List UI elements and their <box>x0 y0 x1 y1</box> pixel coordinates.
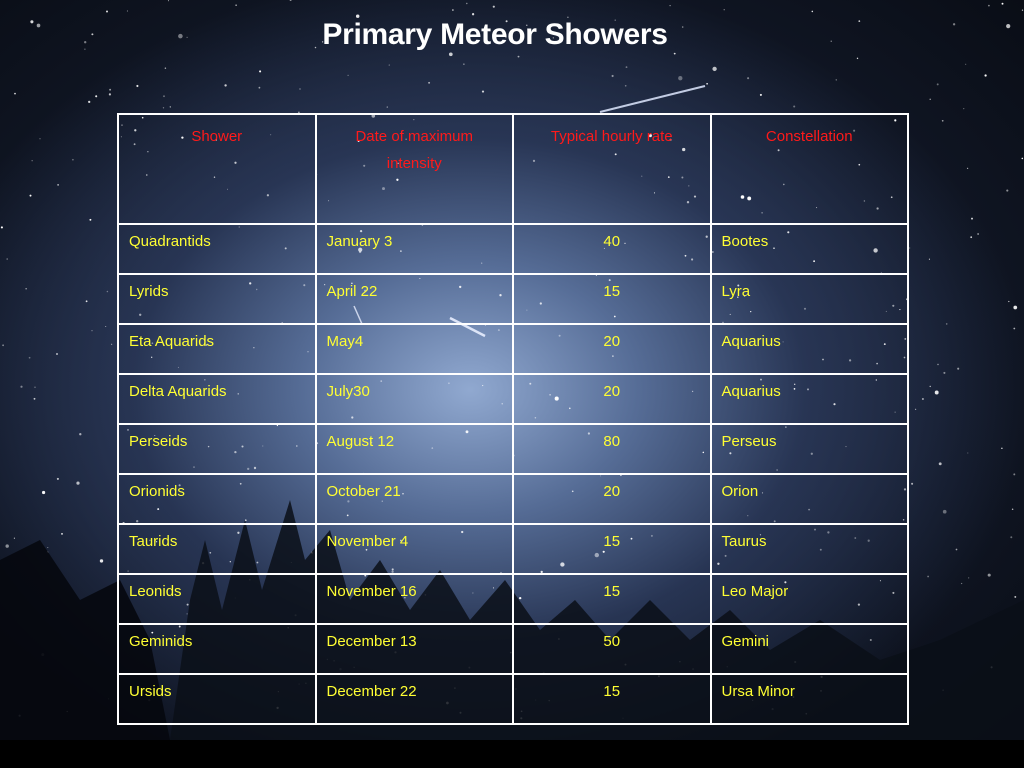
cell-shower: Quadrantids <box>118 224 316 274</box>
cell-constellation: Bootes <box>711 224 909 274</box>
cell-rate: 15 <box>513 574 711 624</box>
bottom-band <box>0 740 1024 768</box>
cell-rate: 80 <box>513 424 711 474</box>
cell-constellation: Perseus <box>711 424 909 474</box>
cell-constellation: Leo Major <box>711 574 909 624</box>
meteor-showers-table <box>117 113 909 725</box>
header-date: Date of maximum intensity <box>316 114 514 224</box>
table-row <box>118 324 908 374</box>
slide-title: Primary Meteor Showers <box>322 18 668 51</box>
cell-constellation: Gemini <box>711 624 909 674</box>
cell-rate: 20 <box>513 374 711 424</box>
table-row <box>118 424 908 474</box>
cell-date: December 22 <box>316 674 514 724</box>
cell-shower: Lyrids <box>118 274 316 324</box>
cell-shower: Geminids <box>118 624 316 674</box>
table-row <box>118 674 908 724</box>
table-header-row <box>118 114 908 224</box>
cell-rate: 15 <box>513 274 711 324</box>
cell-shower: Leonids <box>118 574 316 624</box>
table-row <box>118 574 908 624</box>
cell-rate: 15 <box>513 674 711 724</box>
header-shower: Shower <box>118 114 316 224</box>
table-row <box>118 474 908 524</box>
cell-date: November 16 <box>316 574 514 624</box>
cell-date: May4 <box>316 324 514 374</box>
cell-rate: 50 <box>513 624 711 674</box>
table-row <box>118 524 908 574</box>
table-row <box>118 224 908 274</box>
cell-date: August 12 <box>316 424 514 474</box>
cell-shower: Delta Aquarids <box>118 374 316 424</box>
header-constellation: Constellation <box>711 114 909 224</box>
cell-rate: 20 <box>513 474 711 524</box>
cell-constellation: Taurus <box>711 524 909 574</box>
table-row <box>118 274 908 324</box>
cell-date: July30 <box>316 374 514 424</box>
cell-shower: Taurids <box>118 524 316 574</box>
cell-rate: 15 <box>513 524 711 574</box>
header-rate: Typical hourly rate <box>513 114 711 224</box>
cell-shower: Ursids <box>118 674 316 724</box>
table-row <box>118 624 908 674</box>
cell-rate: 20 <box>513 324 711 374</box>
table-row <box>118 374 908 424</box>
cell-shower: Eta Aquarids <box>118 324 316 374</box>
cell-date: January 3 <box>316 224 514 274</box>
cell-constellation: Orion <box>711 474 909 524</box>
cell-constellation: Aquarius <box>711 374 909 424</box>
cell-shower: Perseids <box>118 424 316 474</box>
cell-rate: 40 <box>513 224 711 274</box>
cell-date: November 4 <box>316 524 514 574</box>
cell-date: October 21 <box>316 474 514 524</box>
cell-shower: Orionids <box>118 474 316 524</box>
cell-date: April 22 <box>316 274 514 324</box>
cell-constellation: Ursa Minor <box>711 674 909 724</box>
cell-date: December 13 <box>316 624 514 674</box>
cell-constellation: Lyra <box>711 274 909 324</box>
cell-constellation: Aquarius <box>711 324 909 374</box>
